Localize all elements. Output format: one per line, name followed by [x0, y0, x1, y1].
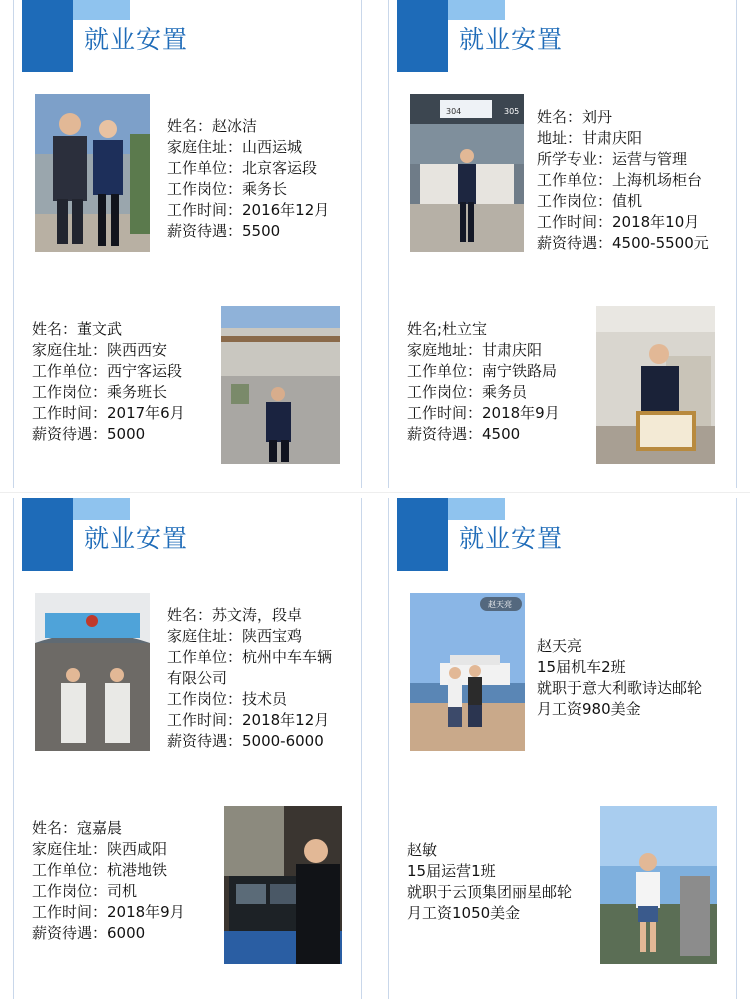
info-liu-dan: [537, 107, 709, 254]
photo-zhao-bingjie: [35, 94, 150, 252]
section-title: 就业安置: [84, 25, 189, 54]
info-line: 家庭住址：陕西宝鸡: [167, 627, 303, 645]
info-kou-jiachen: [32, 818, 185, 944]
photo-su-wentao-duan-zhuo: [35, 593, 150, 751]
info-line: 工作时间：2018年10月: [537, 213, 700, 231]
photo-zhao-min: [600, 806, 717, 964]
info-line: 工作岗位：值机: [537, 192, 643, 210]
info-line: 家庭住址：陕西西安: [32, 341, 168, 359]
section-title: 就业安置: [459, 25, 564, 54]
info-su-wentao-duan-zhuo: [167, 605, 332, 752]
info-line: 工作单位：西宁客运段: [32, 362, 183, 380]
info-line: 姓名：寇嘉晨: [32, 819, 123, 837]
info-line: 工作岗位：乘务长: [167, 180, 288, 198]
panel-zhao-bingjie-dong-wenwu: [13, 0, 362, 488]
info-line: 就职于意大利歌诗达邮轮: [537, 679, 703, 697]
header-accent-dark: [22, 0, 73, 72]
info-line: 工作时间：2018年9月: [32, 903, 185, 921]
info-line: 姓名：苏文涛，段卓: [167, 606, 303, 624]
info-line: 工作单位：南宁铁路局: [407, 362, 558, 380]
info-line: 有限公司: [167, 669, 228, 687]
info-line: 姓名;杜立宝: [407, 320, 488, 338]
info-line: 家庭地址：甘肃庆阳: [407, 341, 543, 359]
info-dong-wenwu: [32, 319, 185, 445]
panel-liu-dan-du-libao: [388, 0, 737, 488]
photo-zhao-tianliang: [410, 593, 525, 751]
info-line: 家庭住址：山西运城: [167, 138, 303, 156]
info-line: 工作单位：上海机场柜台: [537, 171, 703, 189]
info-line: 工作岗位：乘务班长: [32, 383, 168, 401]
info-line: 薪资待遇：5000: [32, 425, 146, 443]
header-accent-dark: [22, 498, 73, 571]
info-line: 工作时间：2017年6月: [32, 404, 185, 422]
info-line: 工作时间：2018年12月: [167, 711, 330, 729]
section-title: 就业安置: [84, 524, 189, 553]
info-line: 薪资待遇：4500-5500元: [537, 234, 709, 252]
info-line: 地址：甘肃庆阳: [537, 129, 643, 147]
header-accent-dark: [397, 498, 448, 571]
info-line: 姓名：赵冰洁: [167, 117, 258, 135]
section-title: 就业安置: [459, 524, 564, 553]
info-line: 姓名：刘丹: [537, 108, 613, 126]
info-line: 月工资1050美金: [407, 904, 521, 922]
info-line: 工作岗位：乘务员: [407, 383, 528, 401]
photo-tag: 赵天亮: [488, 600, 512, 609]
info-line: 薪资待遇：6000: [32, 924, 146, 942]
photo-du-libao: [596, 306, 715, 464]
photo-dong-wenwu: [221, 306, 340, 464]
info-line: 工作时间：2016年12月: [167, 201, 330, 219]
info-line: 家庭住址：陕西咸阳: [32, 840, 168, 858]
photo-kou-jiachen: [224, 806, 342, 964]
info-du-libao: [407, 319, 560, 445]
info-zhao-min: [407, 840, 572, 924]
info-zhao-tianliang: [537, 636, 702, 720]
sign-304: 304: [446, 107, 462, 116]
info-line: 月工资980美金: [537, 700, 641, 718]
info-line: 所学专业：运营与管理: [537, 150, 688, 168]
info-line: 工作单位：北京客运段: [167, 159, 318, 177]
header-accent-dark: [397, 0, 448, 72]
info-line: 15届运营1班: [407, 862, 496, 880]
info-line: 姓名：董文武: [32, 320, 123, 338]
photo-liu-dan: [410, 94, 524, 252]
info-line: 赵敏: [407, 841, 438, 859]
info-line: 工作单位：杭港地铁: [32, 861, 168, 879]
separator: [0, 492, 750, 493]
info-line: 15届机车2班: [537, 658, 626, 676]
info-line: 工作岗位：技术员: [167, 690, 288, 708]
info-line: 薪资待遇：5500: [167, 222, 281, 240]
panel-zhao-tianliang-zhao-min: [388, 498, 737, 999]
info-line: 工作岗位：司机: [32, 882, 138, 900]
sign-305: 305: [504, 107, 520, 116]
info-line: 工作单位：杭州中车车辆: [167, 648, 333, 666]
info-line: 工作时间：2018年9月: [407, 404, 560, 422]
info-line: 薪资待遇：4500: [407, 425, 521, 443]
info-line: 赵天亮: [537, 637, 583, 655]
info-zhao-bingjie: [167, 116, 329, 242]
panel-su-wentao-kou-jiachen: [13, 498, 362, 999]
info-line: 薪资待遇：5000-6000: [167, 732, 324, 750]
info-line: 就职于云顶集团丽星邮轮: [407, 883, 573, 901]
